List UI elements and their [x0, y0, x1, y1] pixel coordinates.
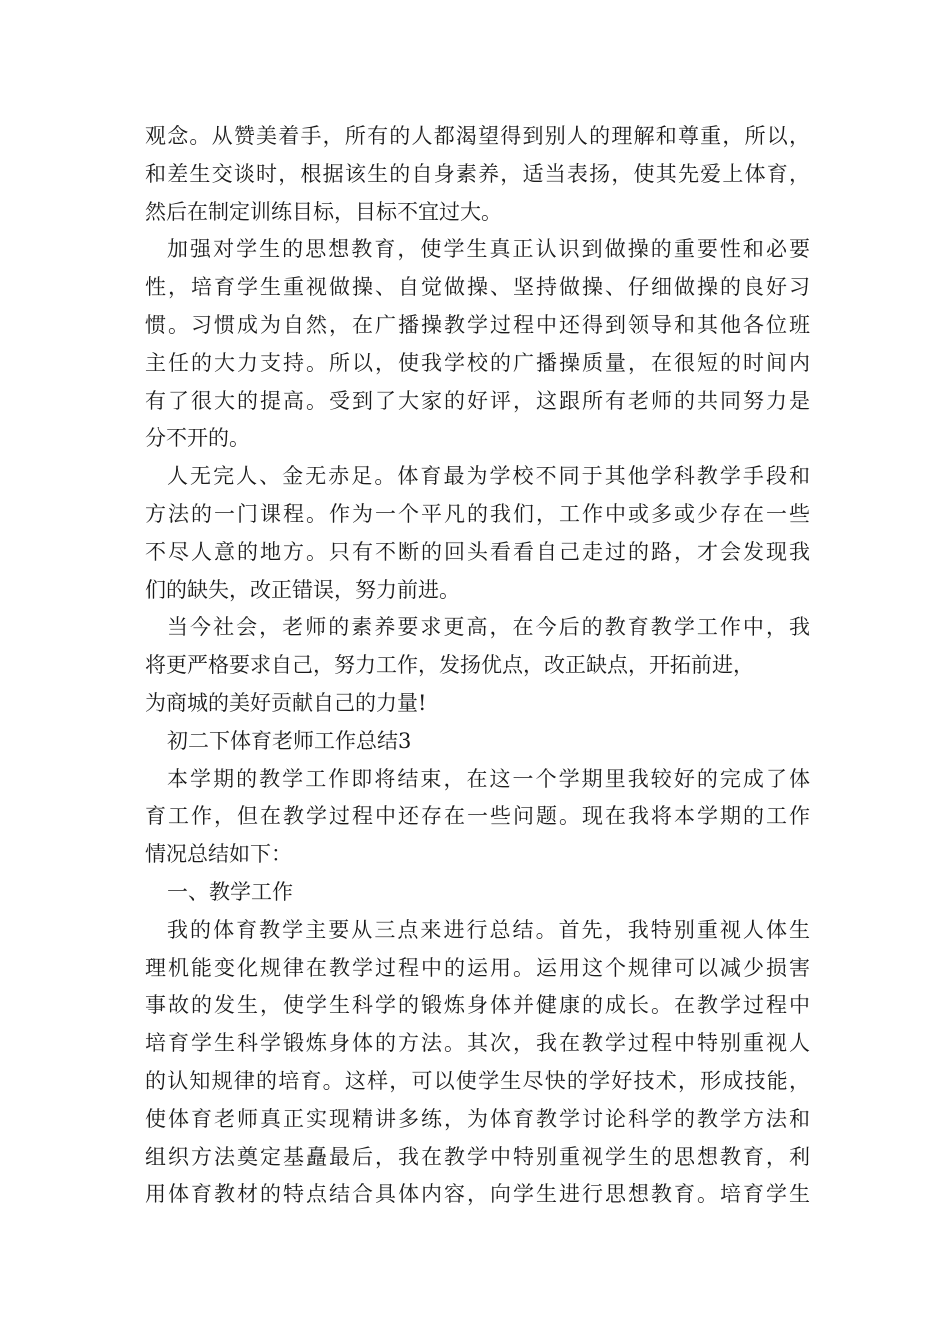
text-line: 组织方法奠定基矗最后，我在教学中特别重视学生的思想教育，利 — [145, 1144, 810, 1169]
text-line: 将更严格要求自己，努力工作，发扬优点，改正缺点，开拓前进， — [145, 653, 754, 678]
text-line: 性，培育学生重视做操、自觉做操、坚持做操、仔细做操的良好习 — [145, 275, 810, 300]
paragraph-start: 本学期的教学工作即将结束，在这一个学期里我较好的完成了体 — [167, 766, 810, 791]
text-line: 培育学生科学锻炼身体的方法。其次，我在教学过程中特别重视人 — [145, 1031, 810, 1056]
paragraph-start: 当今社会，老师的素养要求更高，在今后的教育教学工作中，我 — [167, 615, 810, 640]
text-line: 然后在制定训练目标，目标不宜过大。 — [145, 199, 502, 224]
text-line: 用体育教材的特点结合具体内容，向学生进行思想教育。培育学生 — [145, 1182, 810, 1207]
text-line: 不尽人意的地方。只有不断的回头看看自己走过的路，才会发现我 — [145, 539, 810, 564]
text-line: 的认知规律的培育。这样，可以使学生尽快的学好技术，形成技能， — [145, 1068, 810, 1093]
paragraph-start: 人无完人、金无赤足。体育最为学校不同于其他学科教学手段和 — [167, 464, 810, 489]
text-line: 事故的发生，使学生科学的锻炼身体并健康的成长。在教学过程中 — [145, 993, 810, 1018]
text-line: 育工作，但在教学过程中还存在一些问题。现在我将本学期的工作 — [145, 804, 810, 829]
text-line: 惯。习惯成为自然，在广播操教学过程中还得到领导和其他各位班 — [145, 312, 810, 337]
text-line: 理机能变化规律在教学过程中的运用。运用这个规律可以减少损害 — [145, 955, 810, 980]
text-line: 分不开的。 — [145, 426, 250, 451]
subsection-heading: 一、教学工作 — [167, 879, 293, 904]
document-body — [145, 118, 810, 1214]
text-line: 观念。从赞美着手，所有的人都渴望得到别人的理解和尊重，所以， — [145, 124, 810, 148]
text-line: 为商城的美好贡献自己的力量! — [145, 690, 427, 715]
text-line: 情况总结如下： — [145, 842, 292, 867]
section-heading: 初二下体育老师工作总结3 — [167, 728, 412, 753]
text-line: 和差生交谈时，根据该生的自身素养，适当表扬，使其先爱上体育， — [145, 161, 810, 186]
paragraph-start: 加强对学生的思想教育，使学生真正认识到做操的重要性和必要 — [167, 237, 810, 262]
text-line: 有了很大的提高。受到了大家的好评，这跟所有老师的共同努力是 — [145, 388, 810, 413]
text-line: 们的缺失，改正错误，努力前进。 — [145, 577, 460, 602]
text-line: 使体育老师真正实现精讲多练，为体育教学讨论科学的教学方法和 — [145, 1106, 810, 1131]
paragraph-start: 我的体育教学主要从三点来进行总结。首先，我特别重视人体生 — [167, 917, 810, 942]
text-line: 主任的大力支持。所以，使我学校的广播操质量，在很短的时间内 — [145, 350, 810, 375]
text-line: 方法的一门课程。作为一个平凡的我们，工作中或多或少存在一些 — [145, 501, 810, 526]
